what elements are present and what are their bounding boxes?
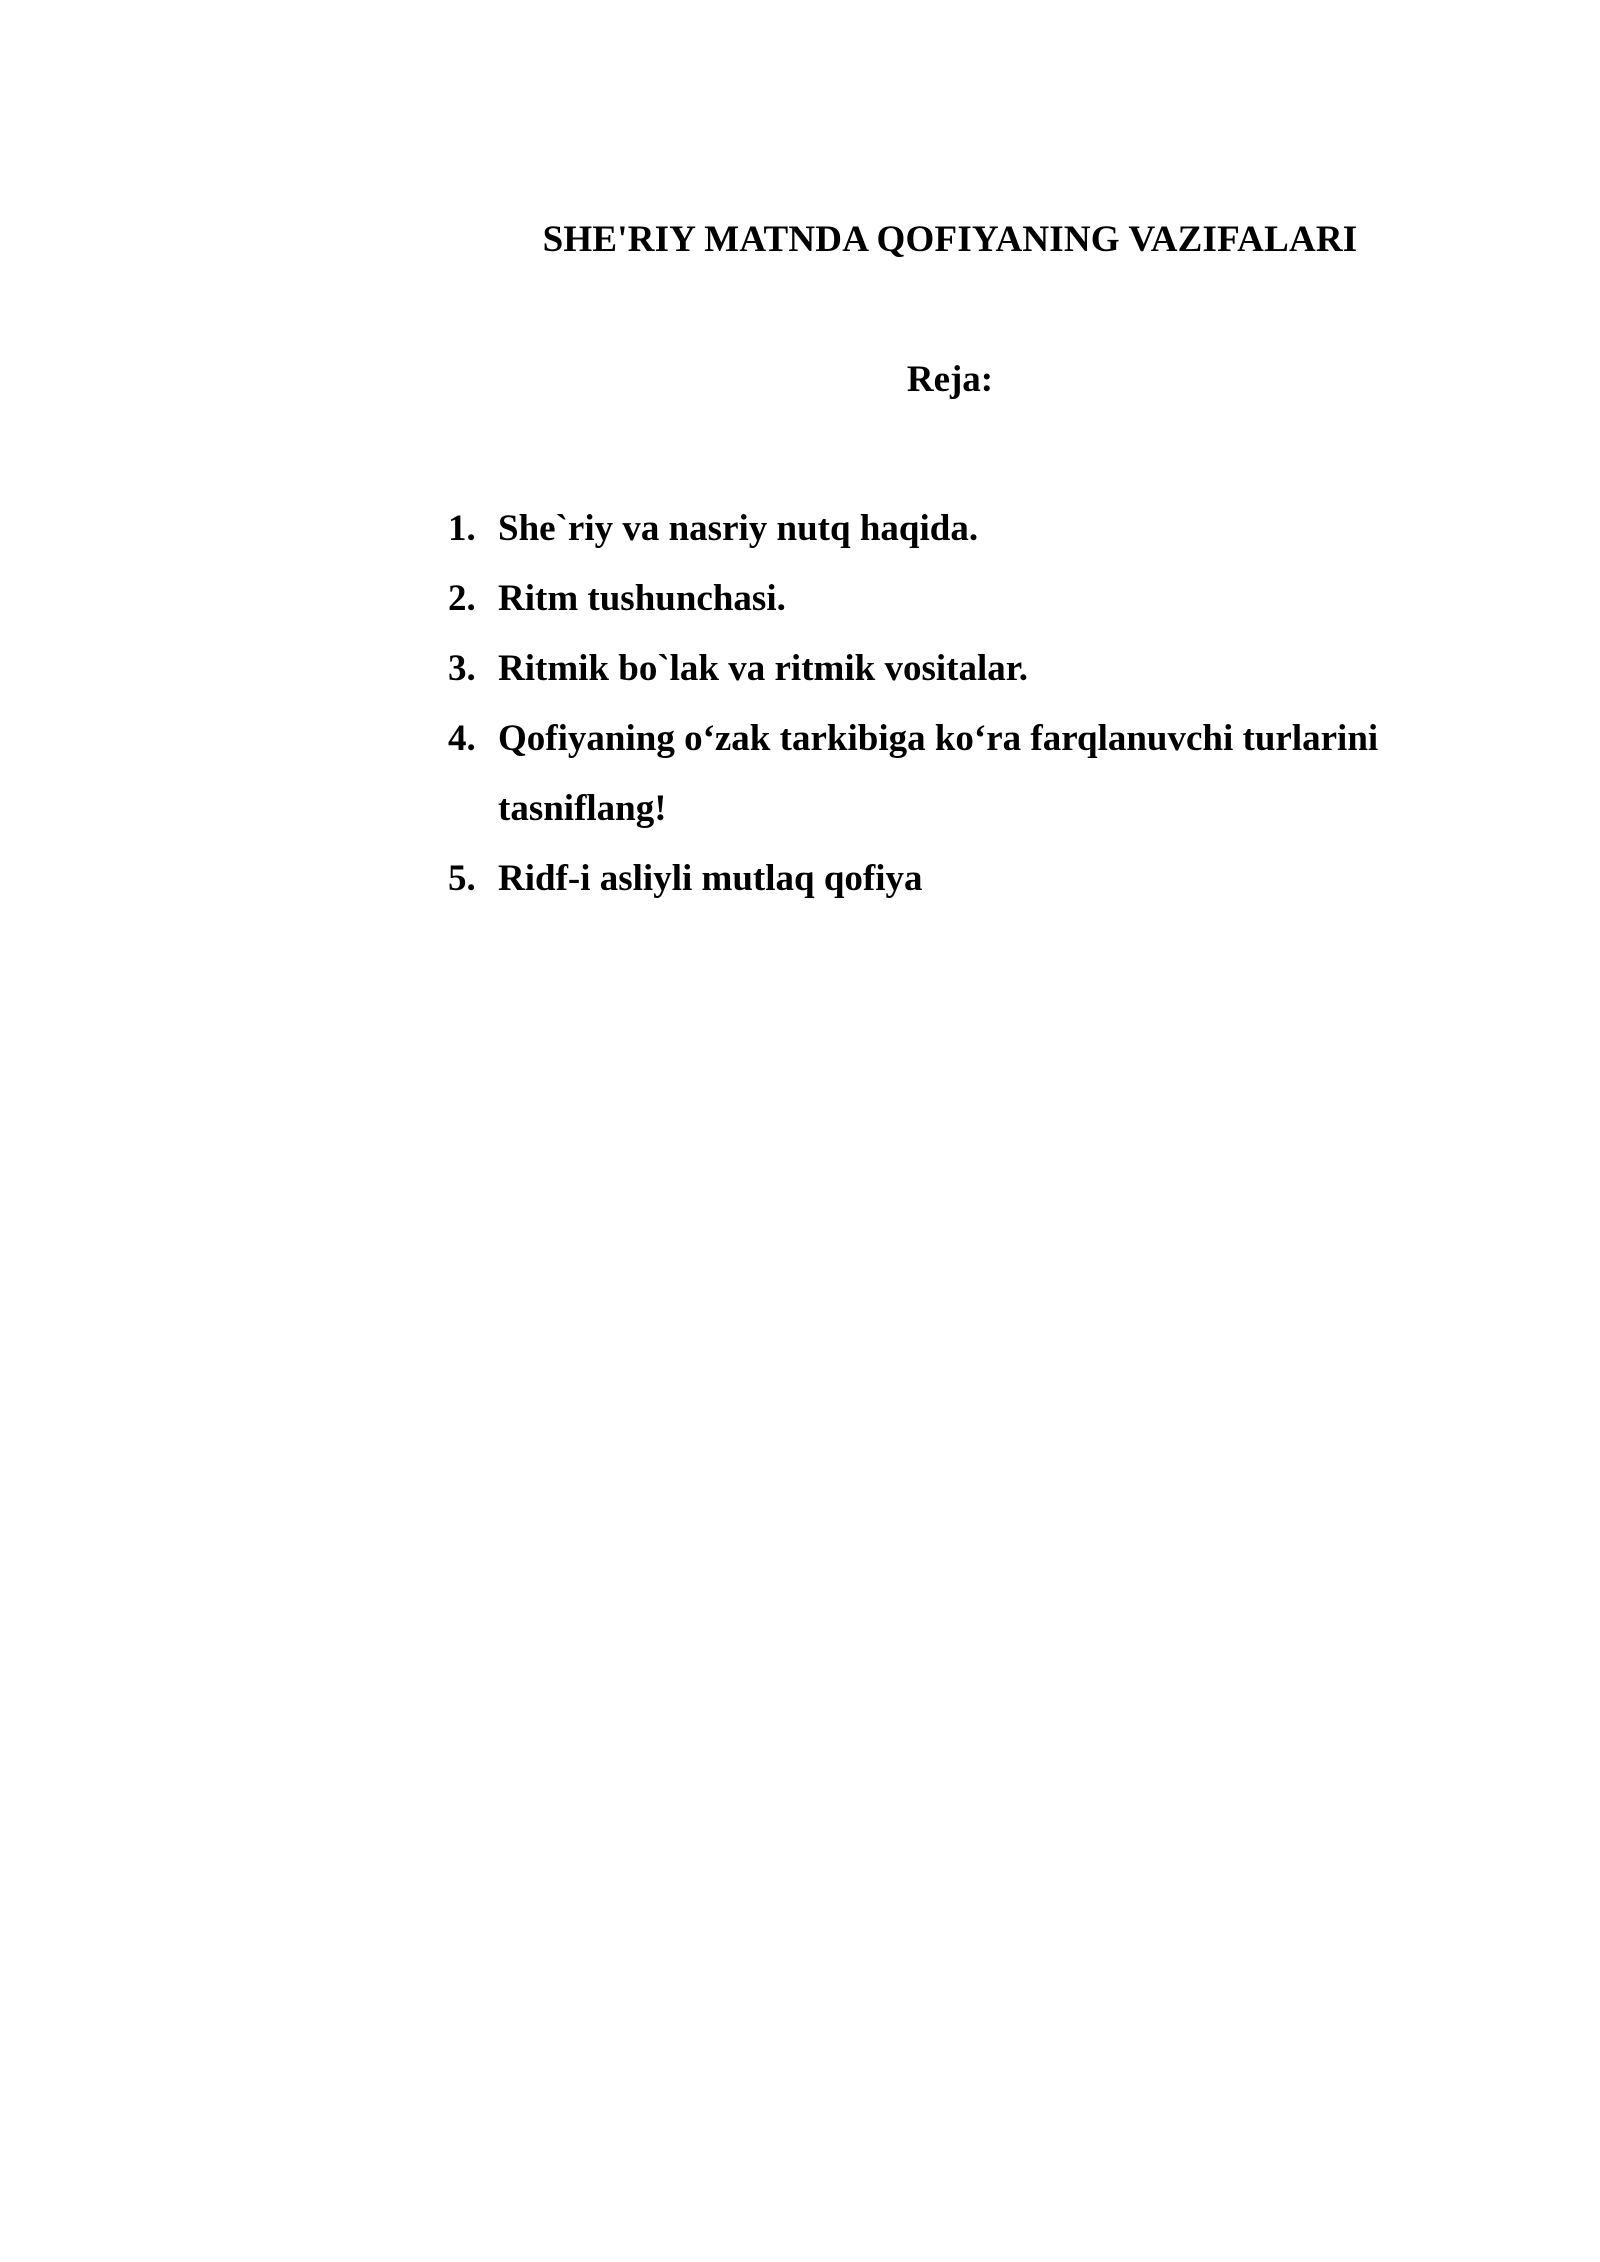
document-title: SHE'RIY MATNDA QOFIYANING VAZIFALARI: [542, 219, 1358, 260]
plan-item: [448, 564, 1468, 634]
plan-item: [448, 634, 1468, 704]
plan-item: [448, 494, 1468, 564]
plan-item-text: Ritm tushunchasi.: [498, 578, 786, 619]
plan-item-number: 1.: [448, 508, 476, 549]
plan-item-number: 5.: [448, 858, 476, 899]
plan-heading: Reja:: [906, 359, 994, 400]
plan-item: [448, 704, 1468, 844]
plan-item-text: Ritmik bo`lak va ritmik vositalar.: [498, 648, 1029, 689]
plan-item-number: 3.: [448, 648, 476, 689]
plan-item-text: Qofiyaning o‘zak tarkibiga ko‘ra farqlanuvchi turlarini tasniflang!: [498, 718, 1379, 829]
plan-list: [448, 494, 1468, 914]
plan-item: [448, 844, 1468, 914]
plan-item-text: Ridf-i asliyli mutlaq qofiya: [498, 858, 923, 899]
plan-item-text: She`riy va nasriy nutq haqida.: [498, 508, 979, 549]
plan-item-number: 2.: [448, 578, 476, 619]
plan-item-number: 4.: [448, 718, 476, 759]
